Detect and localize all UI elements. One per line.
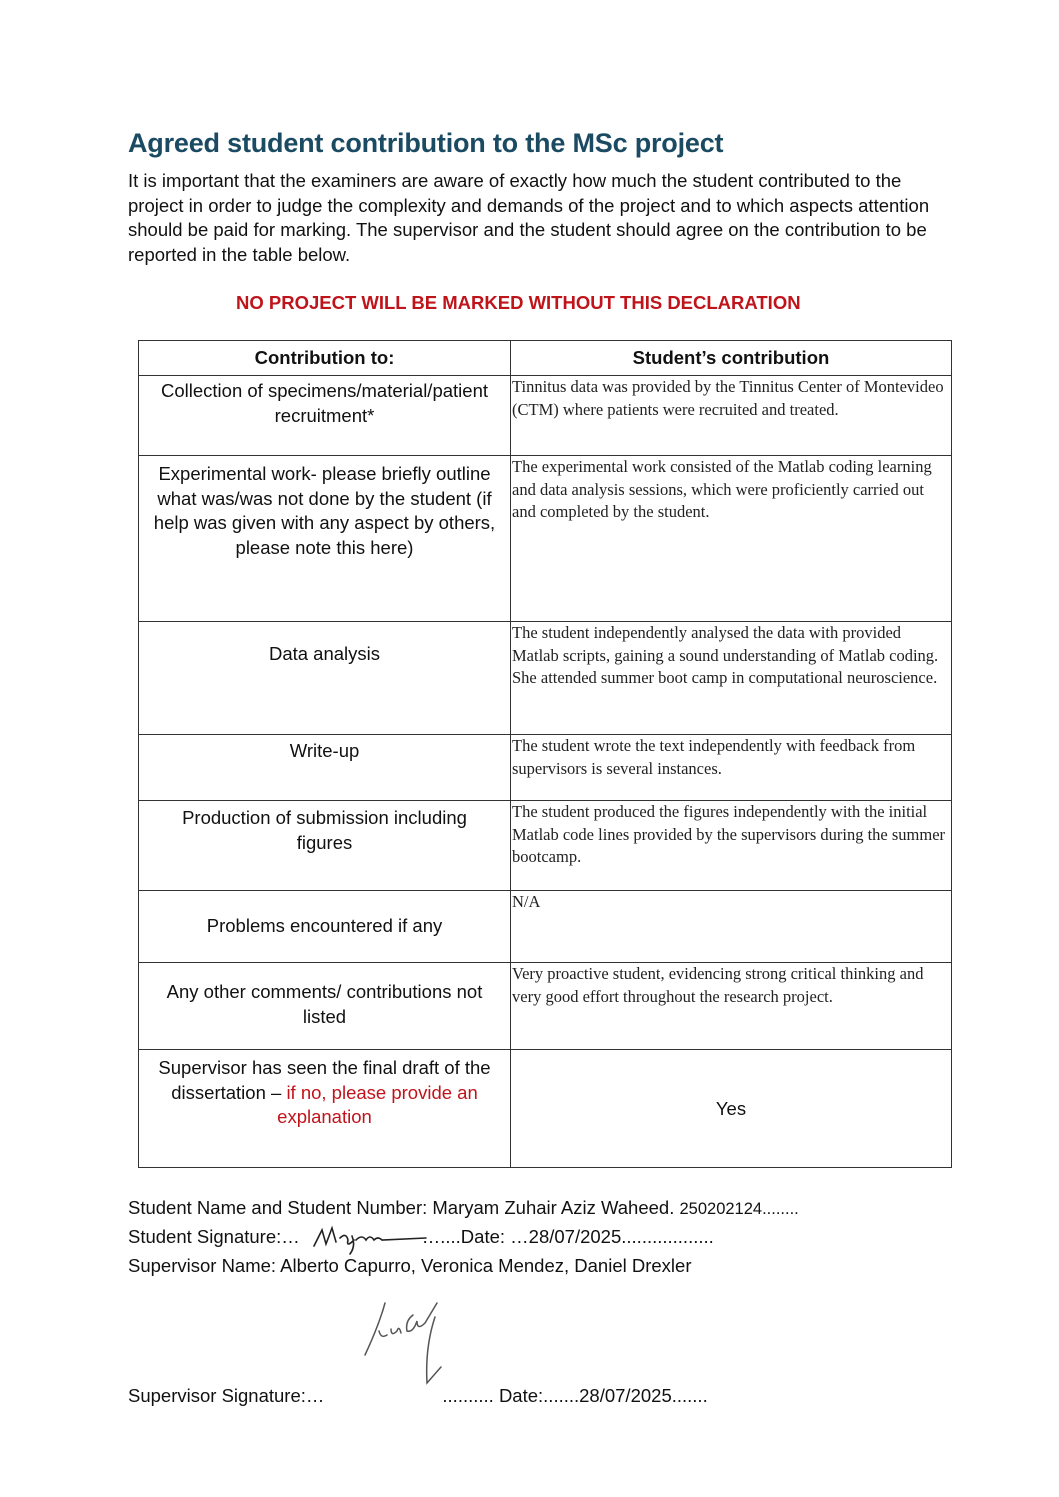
row-value: The student produced the figures independently with the initial Matlab code lines provided by the supervisors during the summer bootcamp. xyxy=(512,802,946,866)
row-label: Any other comments/ contributions not listed xyxy=(166,981,483,1027)
declaration-warning: NO PROJECT WILL BE MARKED WITHOUT THIS DECLARATION xyxy=(236,292,801,313)
row-label: Problems encountered if any xyxy=(206,915,443,936)
row-value: The student independently analysed the data with provided Matlab scripts, gaining a sound understanding of Matlab coding. She attended summer boot camp in computational neuroscience. xyxy=(512,623,939,687)
row-value: N/A xyxy=(512,892,541,911)
student-signature-label: Student Signature:… xyxy=(128,1226,300,1247)
row-value: Very proactive student, evidencing strong critical thinking and very good effort throughout the research project. xyxy=(512,964,924,1006)
student-name-line xyxy=(128,1197,799,1219)
table-header-row xyxy=(139,341,952,376)
supervisor-signature-line xyxy=(128,1385,708,1407)
header-student-contribution: Student’s contribution xyxy=(511,341,952,376)
row-value: The experimental work consisted of the Matlab coding learning and data analysis sessions, which were proficiently carried out and completed by the student. xyxy=(512,457,932,521)
table-row xyxy=(139,735,952,801)
row-value: Tinnitus data was provided by the Tinnitus Center of Montevideo (CTM) where patients were recruited and treated. xyxy=(512,377,944,419)
supervisor-signature-label: Supervisor Signature:… xyxy=(128,1385,325,1406)
row-label: Collection of specimens/material/patient recruitment* xyxy=(161,380,488,426)
student-name: Student Name and Student Number: Maryam Zuhair Aziz Waheed. xyxy=(128,1197,680,1218)
row-label-text: Supervisor has seen the final draft of the dissertation – xyxy=(158,1057,491,1103)
table-row xyxy=(139,376,952,456)
table-row xyxy=(139,1050,952,1168)
contribution-table xyxy=(138,340,952,1168)
header-contribution-to: Contribution to: xyxy=(139,341,511,376)
supervisor-date: .......... Date:.......28/07/2025....... xyxy=(442,1385,708,1406)
final-draft-answer: Yes xyxy=(715,1097,747,1119)
table-row xyxy=(139,801,952,891)
page-title: Agreed student contribution to the MSc project xyxy=(128,128,724,158)
table-row xyxy=(139,963,952,1050)
row-label xyxy=(139,1050,510,1130)
row-label: Write-up xyxy=(289,740,360,761)
row-label: Data analysis xyxy=(268,643,381,664)
row-label: Production of submission including figures xyxy=(182,807,467,853)
table-row xyxy=(139,456,952,622)
row-label: Experimental work- please briefly outline what was/was not done by the student (if help was given with any aspect by others, please note this here) xyxy=(153,463,496,558)
table-row xyxy=(139,622,952,735)
row-value: The student wrote the text independently with feedback from supervisors is several instances. xyxy=(512,736,916,778)
student-signature-icon xyxy=(312,1222,432,1256)
table-row xyxy=(139,891,952,963)
intro-paragraph: It is important that the examiners are aware of exactly how much the student contributed to the project in order to judge the complexity and demands of the project and to which aspects attention should be paid for marking. The supervisor and the student should agree on the contribution to be reported in the table below. xyxy=(128,170,930,265)
row-label-red-note: if no, please provide an explanation xyxy=(277,1081,478,1127)
student-date: …....Date: …28/07/2025.................. xyxy=(421,1226,714,1247)
supervisor-name-line: Supervisor Name: Alberto Capurro, Veronica Mendez, Daniel Drexler xyxy=(128,1255,692,1276)
student-number: 250202124........ xyxy=(679,1200,799,1218)
